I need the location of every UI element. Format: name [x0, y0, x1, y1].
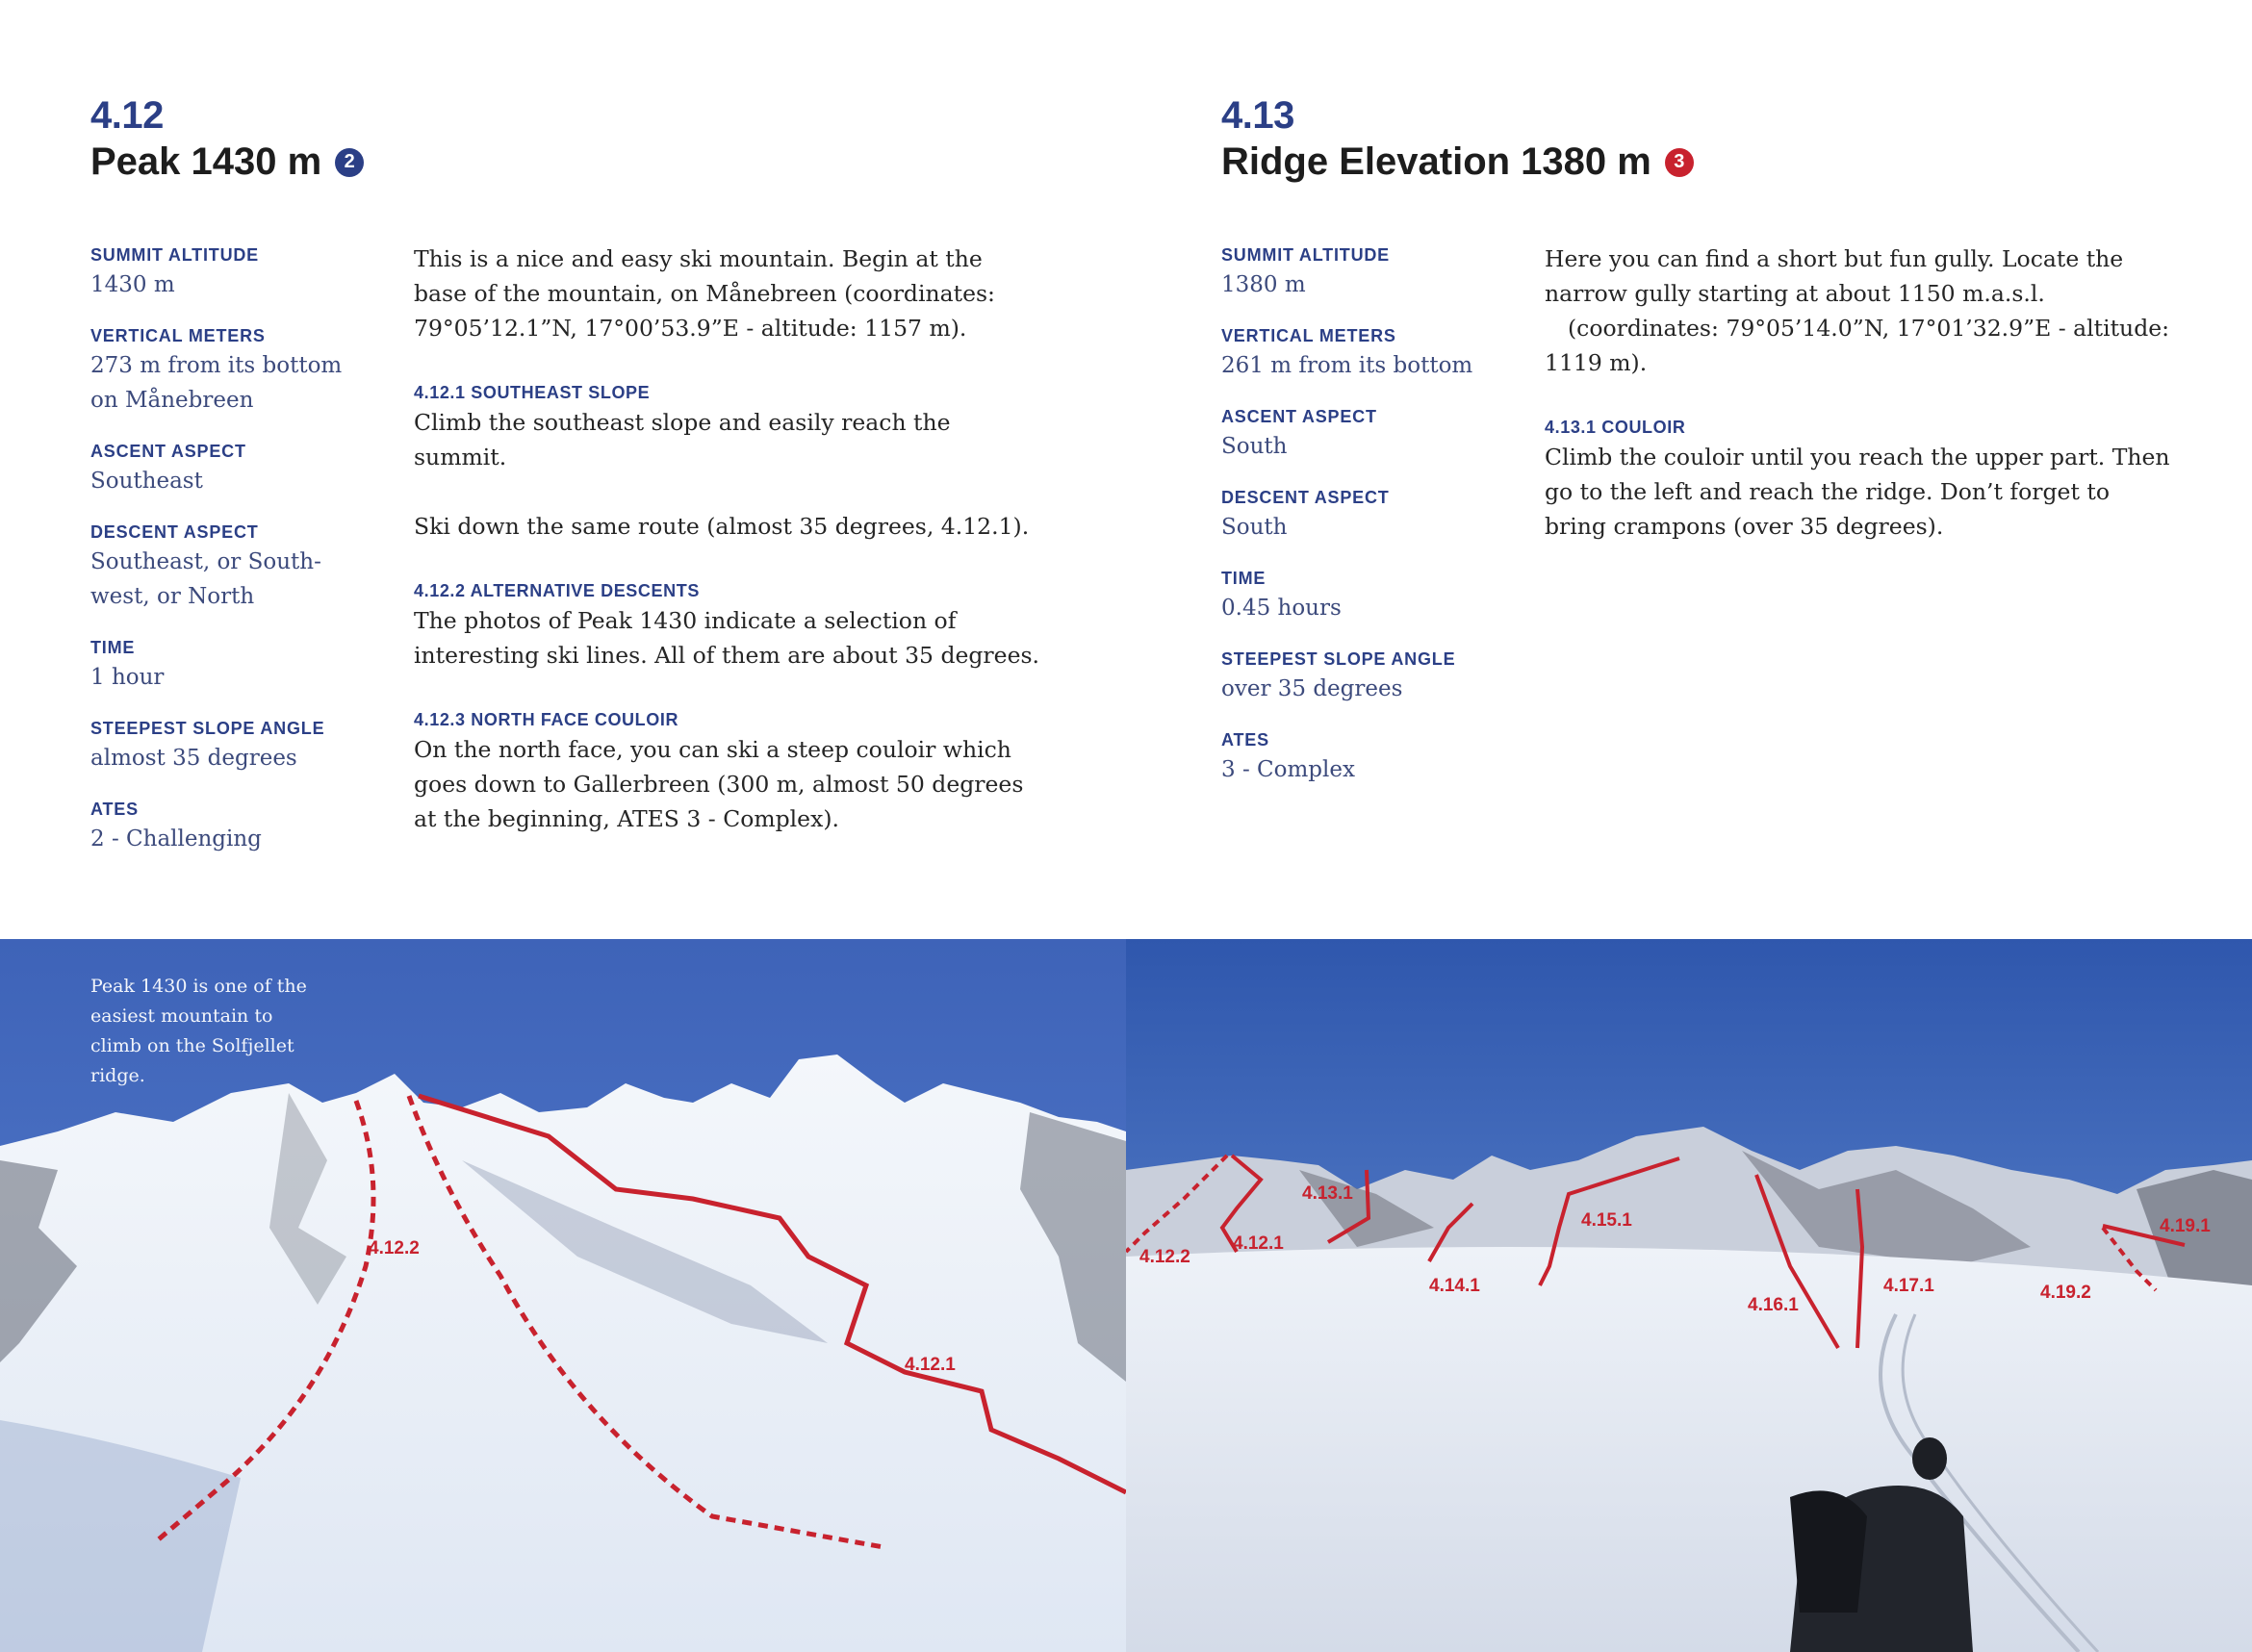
right-intro-coords: (coordinates: 79°05’14.0”N, 17°01’32.9”E - altitude: 1119 m).: [1545, 315, 2170, 376]
fact-time: [90, 635, 370, 695]
fact-vertical-meters: [90, 323, 370, 418]
fact-label: VERTICAL METERS: [1221, 326, 1396, 345]
right-facts: [1221, 242, 1510, 808]
section-heading: 4.12.1 SOUTHEAST SLOPE: [414, 383, 651, 402]
fact-ascent-aspect: [90, 439, 370, 498]
left-section-number: 4.12: [90, 94, 164, 137]
section-text: On the north face, you can ski a steep couloir which goes down to Gallerbreen (300 m, almost 50 degrees at the beginning, ATES 3 - Complex).: [414, 736, 1024, 832]
fact-label: TIME: [1221, 569, 1267, 588]
fact-value: 1 hour: [90, 665, 165, 690]
fact-value: over 35 degrees: [1221, 676, 1403, 701]
route-label: 4.12.1: [1233, 1233, 1284, 1254]
fact-ates: [90, 797, 370, 856]
right-intro: [1545, 241, 2170, 380]
fact-label: ASCENT ASPECT: [90, 442, 246, 461]
right-photo-ridge-1380: [1126, 939, 2252, 1652]
left-description: [414, 241, 1039, 871]
route-label: 4.14.1: [1429, 1276, 1480, 1296]
fact-descent-aspect: [1221, 485, 1510, 545]
route-label: 4.16.1: [1748, 1295, 1799, 1315]
section-text: The photos of Peak 1430 indicate a selection of interesting ski lines. All of them are about 35 degrees.: [414, 607, 1040, 669]
left-difficulty-badge: 2: [335, 148, 364, 177]
section-text: Climb the southeast slope and easily reach the summit.: [414, 409, 951, 470]
fact-value: 0.45 hours: [1221, 596, 1342, 621]
route-label: 4.19.1: [2160, 1216, 2211, 1236]
right-difficulty-badge: 3: [1665, 148, 1694, 177]
fact-descent-aspect: [90, 520, 370, 614]
fact-value: 1430 m: [90, 272, 175, 297]
route-label: 4.12.2: [369, 1238, 420, 1258]
fact-time: [1221, 566, 1510, 625]
fact-label: SUMMIT ALTITUDE: [1221, 245, 1390, 265]
fact-value: Southeast, or South-west, or North: [90, 549, 321, 609]
fact-steepest-slope: [90, 716, 370, 775]
fact-label: ASCENT ASPECT: [1221, 407, 1377, 426]
fact-vertical-meters: [1221, 323, 1510, 383]
fact-label: VERTICAL METERS: [90, 326, 266, 345]
section-heading: 4.13.1 COULOIR: [1545, 418, 1686, 437]
fact-ascent-aspect: [1221, 404, 1510, 464]
right-section-title: [1221, 140, 1694, 184]
right-photo-illustration: [1126, 939, 2252, 1652]
fact-label: TIME: [90, 638, 136, 657]
route-label: 4.19.2: [2040, 1283, 2091, 1303]
fact-steepest-slope: [1221, 647, 1510, 706]
fact-value: South: [1221, 515, 1288, 540]
left-intro: This is a nice and easy ski mountain. Begin at the base of the mountain, on Månebreen (coordinates: 79°05’12.1”N, 17°00’53.9”E - altitude: 1157 m).: [414, 245, 995, 342]
route-label: 4.17.1: [1883, 1276, 1934, 1296]
fact-value: 2 - Challenging: [90, 826, 262, 851]
right-section-number: 4.13: [1221, 94, 1294, 137]
right-title-text: Ridge Elevation 1380 m: [1221, 140, 1651, 183]
fact-value: almost 35 degrees: [90, 746, 297, 771]
fact-label: STEEPEST SLOPE ANGLE: [1221, 649, 1456, 669]
right-description: [1545, 241, 2170, 578]
left-photo-caption: Peak 1430 is one of the easiest mountain to climb on the Solfjellet ridge.: [90, 976, 307, 1086]
fact-value: South: [1221, 434, 1288, 459]
fact-value: Southeast: [90, 469, 203, 494]
fact-label: DESCENT ASPECT: [90, 522, 259, 542]
section-heading: 4.12.3 NORTH FACE COULOIR: [414, 710, 679, 729]
right-intro-line: Here you can find a short but fun gully. Locate the narrow gully starting at about 1150 m.a.s.l.: [1545, 245, 2124, 307]
fact-label: ATES: [1221, 730, 1269, 750]
fact-value: 1380 m: [1221, 272, 1306, 297]
section-extra: Ski down the same route (almost 35 degrees, 4.12.1).: [414, 513, 1030, 540]
left-section-title: [90, 140, 364, 184]
fact-label: STEEPEST SLOPE ANGLE: [90, 719, 325, 738]
left-facts: [90, 242, 370, 877]
fact-label: SUMMIT ALTITUDE: [90, 245, 259, 265]
left-title-text: Peak 1430 m: [90, 140, 322, 183]
left-photo-peak-1430: [0, 939, 1126, 1652]
route-label: 4.15.1: [1581, 1210, 1632, 1231]
route-label: 4.12.2: [1139, 1247, 1190, 1267]
fact-summit-altitude: [90, 242, 370, 302]
fact-ates: [1221, 727, 1510, 787]
section-text: Climb the couloir until you reach the upper part. Then go to the left and reach the ridge. Don’t forget to bring crampons (over 35 degrees).: [1545, 444, 2170, 540]
fact-value: 3 - Complex: [1221, 757, 1355, 782]
section-heading: 4.12.2 ALTERNATIVE DESCENTS: [414, 581, 700, 600]
route-label: 4.12.1: [905, 1355, 956, 1375]
fact-summit-altitude: [1221, 242, 1510, 302]
route-label: 4.13.1: [1302, 1183, 1353, 1204]
fact-label: DESCENT ASPECT: [1221, 488, 1390, 507]
fact-value: 261 m from its bottom: [1221, 353, 1473, 378]
fact-label: ATES: [90, 800, 139, 819]
fact-value: 273 m from its bottom on Månebreen: [90, 353, 343, 413]
